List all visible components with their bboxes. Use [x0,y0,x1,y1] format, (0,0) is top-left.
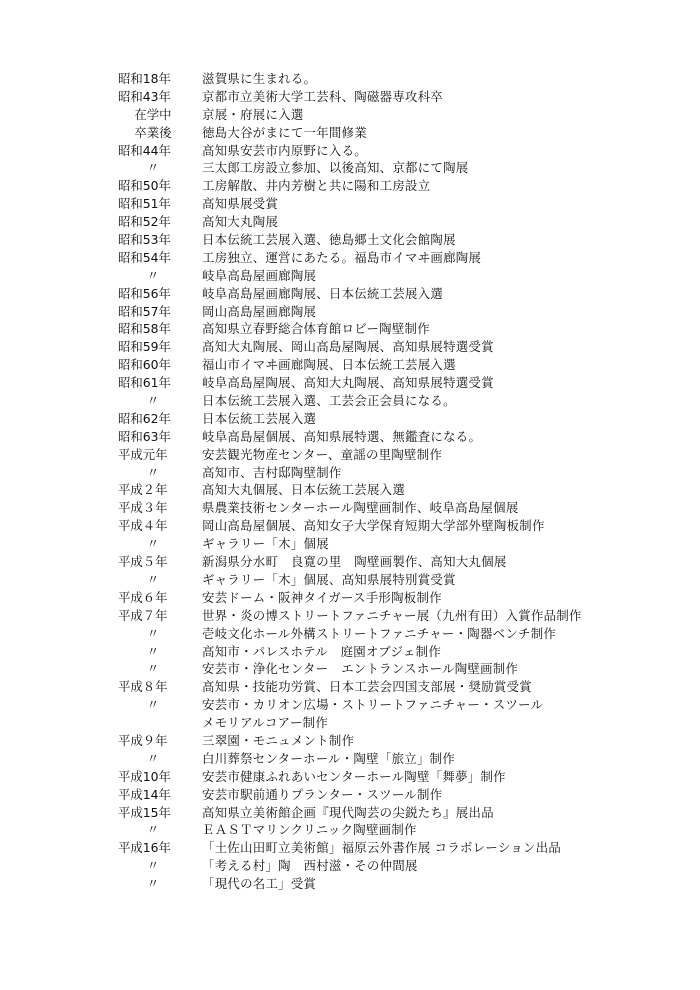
chronology-row [118,356,658,374]
chronology-event: 白川葬祭センターホール・陶壁「旅立」制作 [202,750,456,766]
chronology-row [118,571,658,589]
chronology-row [118,213,658,231]
chronology-row [118,124,658,142]
chronology-event: 安芸市駅前通りプランター・スツール制作 [202,786,443,802]
chronology-row [118,589,658,607]
chronology-year: 〃 [146,625,160,641]
chronology-row [118,338,658,356]
chronology-event: 安芸ドーム・阪神タイガース手形陶板制作 [202,589,442,605]
chronology-row [118,177,658,195]
chronology-event: 安芸観光物産センター、童謡の里陶壁制作 [202,446,443,462]
chronology-event: 滋賀県に生まれる。 [202,71,317,86]
chronology-year: 〃 [146,661,160,677]
chronology-year: 〃 [146,822,160,838]
chronology-year: 平成元年 [118,446,168,462]
chronology-row [118,821,658,839]
chronology-row [118,714,658,732]
chronology-event: 高知大丸個展、日本伝統工芸展入選 [202,482,406,498]
chronology-year: 〃 [146,697,160,713]
chronology-event: 岐阜高島屋陶展、高知大丸陶展、高知県展特選受賞 [202,375,494,391]
chronology-row [118,464,658,482]
chronology-year: 昭和52年 [118,214,171,230]
chronology-event: 「考える村」陶 西村滋・その仲間展 [202,858,418,874]
chronology-row [118,625,658,643]
chronology-event: ギャラリー「木」個展 [202,536,329,552]
chronology-row [118,320,658,338]
chronology-row [118,231,658,249]
chronology-row [118,410,658,428]
chronology-event: 高知県立春野総合体育館ロビー陶壁制作 [202,321,430,337]
chronology-year: 平成４年 [118,518,168,534]
chronology-row [118,696,658,714]
chronology-event: 県農業技術センターホール陶壁画制作、岐阜高島屋個展 [202,500,519,516]
chronology-year: 〃 [146,267,160,283]
chronology-row [118,392,658,410]
chronology-event: 岐阜高島屋画廊陶展 [202,267,317,283]
chronology-row [118,481,658,499]
chronology-row [118,249,658,267]
chronology-year: 平成５年 [118,554,168,570]
chronology-year: 〃 [146,876,160,892]
chronology-year: 昭和44年 [118,142,171,158]
chronology-event: 高知県展受賞 [202,196,279,212]
chronology-year: 〃 [146,160,160,176]
chronology-year: 昭和54年 [118,249,171,265]
chronology-row [118,195,658,213]
chronology-row [118,106,658,124]
chronology-list [118,70,658,893]
chronology-year: 昭和18年 [118,71,171,86]
chronology-row [118,267,658,285]
chronology-year: 〃 [146,643,160,659]
chronology-year: 平成８年 [118,679,168,695]
chronology-event: 安芸市・カリオン広場・ストリートファニチャー・スツール [202,697,544,713]
chronology-row [118,804,658,822]
chronology-year: 〃 [146,464,160,480]
chronology-row [118,732,658,750]
chronology-row [118,839,658,857]
chronology-event: 徳島大谷がまにて一年間修業 [202,124,367,140]
chronology-year: 〃 [146,858,160,874]
chronology-row [118,535,658,553]
chronology-event: 高知市、吉村邸陶壁制作 [202,464,342,480]
chronology-year: 平成９年 [118,732,168,748]
chronology-year: 〃 [146,750,160,766]
chronology-year: 在学中 [134,106,172,122]
chronology-event: 工房解散、井内芳樹と共に陽和工房設立 [202,178,431,194]
chronology-row [118,303,658,321]
chronology-year: 卒業後 [134,124,172,140]
chronology-event: 日本伝統工芸展入選 [202,410,317,426]
chronology-event: 「土佐山田町立美術館」福原云外書作展 コラボレーション出品 [202,840,562,856]
chronology-event: 新潟県分水町 良寛の里 陶壁画製作、高知大丸個展 [202,554,507,570]
chronology-event: 日本伝統工芸展入選、工芸会正会員になる。 [202,393,456,409]
chronology-event: 三翠園・モニュメント制作 [202,732,355,748]
chronology-year: 昭和61年 [118,375,171,391]
chronology-year: 昭和50年 [118,178,171,194]
chronology-event: 「現代の名工」受賞 [202,876,317,892]
chronology-row [118,857,658,875]
chronology-event: 三太郎工房設立参加、以後高知、京都にて陶展 [202,160,469,176]
chronology-year: 平成16年 [118,840,171,856]
chronology-event: 日本伝統工芸展入選、徳島郷土文化会館陶展 [202,232,456,248]
chronology-row [118,660,658,678]
chronology-row [118,88,658,106]
chronology-event: 岡山高島屋画廊陶展 [202,303,317,319]
chronology-event: ＥＡＳＴマリンクリニック陶壁画制作 [202,822,417,838]
chronology-row [118,159,658,177]
chronology-row [118,678,658,696]
chronology-row [118,517,658,535]
chronology-event: 高知大丸陶展 [202,214,279,230]
chronology-row [118,553,658,571]
chronology-event: 高知大丸陶展、岡山高島屋陶展、高知県展特選受賞 [202,339,494,355]
chronology-row [118,285,658,303]
chronology-year: 平成７年 [118,607,168,623]
chronology-year: 平成６年 [118,589,168,605]
chronology-year: 平成３年 [118,500,168,516]
chronology-row [118,142,658,160]
chronology-row [118,446,658,464]
chronology-row [118,374,658,392]
chronology-year: 昭和57年 [118,303,171,319]
chronology-year: 昭和63年 [118,428,171,444]
chronology-event: 高知県安芸市内原野に入る。 [202,142,367,158]
chronology-event: 安芸市・浄化センター エントランスホール陶壁画制作 [202,661,519,677]
chronology-year: 昭和56年 [118,285,171,301]
chronology-year: 昭和53年 [118,232,171,248]
chronology-year: 昭和62年 [118,410,171,426]
chronology-row [118,750,658,768]
chronology-event: メモリアルコアー制作 [202,715,329,731]
chronology-year: 平成14年 [118,786,171,802]
chronology-event: 世界・炎の博ストリートファニチャー展（九州有田）入賞作品制作 [202,607,582,623]
chronology-row [118,499,658,517]
chronology-year: 〃 [146,536,160,552]
chronology-row [118,607,658,625]
chronology-event: 高知市・パレスホテル 庭園オブジェ制作 [202,643,442,659]
chronology-event: 京都市立美術大学工芸科、陶磁器専攻科卒 [202,88,444,104]
chronology-event: 福山市イマヰ画廊陶展、日本伝統工芸展入選 [202,357,456,373]
chronology-event: 工房独立、運営にあたる。福島市イマヰ画廊陶展 [202,249,482,265]
chronology-event: 岐阜高島屋個展、高知県展特選、無鑑査になる。 [202,428,482,444]
chronology-row [118,428,658,446]
chronology-year: 平成10年 [118,768,171,784]
chronology-event: 岐阜高島屋画廊陶展、日本伝統工芸展入選 [202,285,444,301]
chronology-year: 昭和58年 [118,321,171,337]
chronology-row [118,70,658,88]
chronology-event: 高知県立美術館企画『現代陶芸の尖鋭たち』展出品 [202,804,494,820]
chronology-year: 昭和60年 [118,357,171,373]
chronology-year: 〃 [146,393,160,409]
chronology-year: 昭和43年 [118,88,171,104]
chronology-event: ギャラリー「木」個展、高知県展特別賞受賞 [202,571,456,587]
chronology-year: 平成２年 [118,482,168,498]
chronology-event: 高知県・技能功労賞、日本工芸会四国支部展・奨励賞受賞 [202,679,532,695]
chronology-event: 安芸市健康ふれあいセンターホール陶壁「舞夢」制作 [202,768,506,784]
chronology-year: 平成15年 [118,804,171,820]
chronology-row [118,643,658,661]
chronology-row [118,786,658,804]
chronology-event: 壱岐文化ホール外構ストリートファニチャー・陶器ベンチ制作 [202,625,557,641]
chronology-event: 岡山高島屋個展、高知女子大学保育短期大学部外壁陶板制作 [202,518,545,534]
chronology-year: 〃 [146,571,160,587]
chronology-row [118,875,658,893]
chronology-event: 京展・府展に入選 [202,106,304,122]
chronology-year: 昭和59年 [118,339,171,355]
chronology-year: 昭和51年 [118,196,171,212]
chronology-row [118,768,658,786]
